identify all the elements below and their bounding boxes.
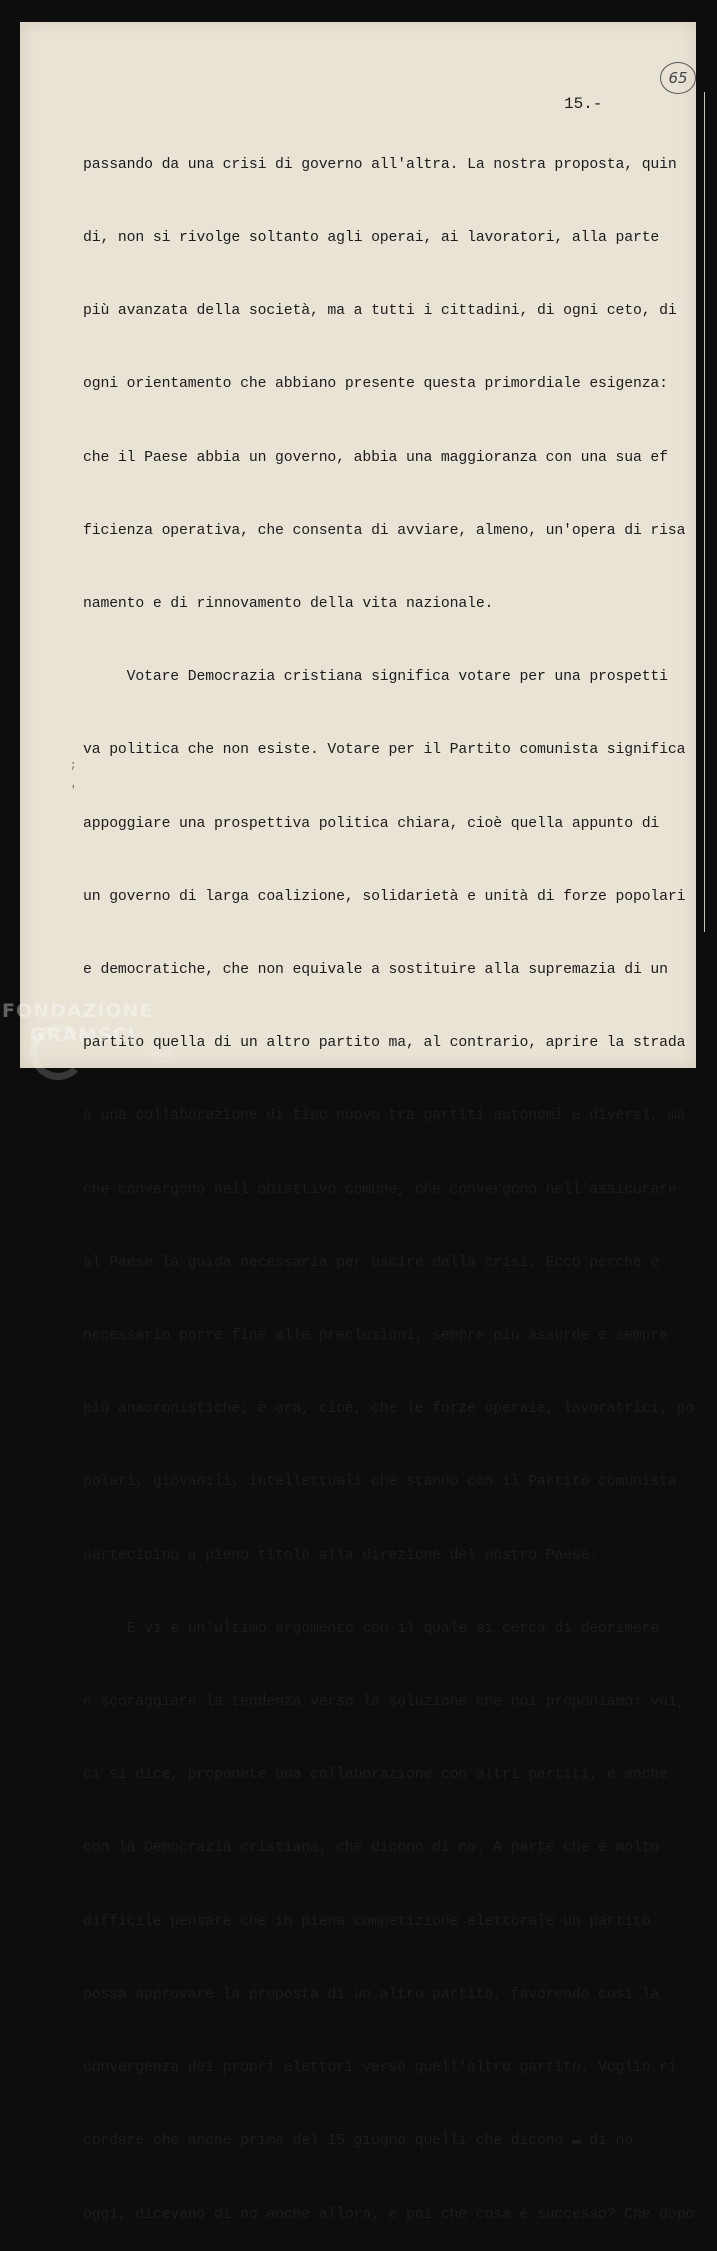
text-line: che il Paese abbia un governo, abbia una maggioranza con una sua ef — [83, 449, 668, 466]
text-line: necessario porre fine alle preclusioni, sempre più assurde e sempre — [83, 1328, 668, 1345]
text-line: a una collaborazione di tipo nuovo tra partiti autonomi e diversi, ma — [83, 1108, 686, 1125]
text-line: e scoraggiare la tendenza verso la soluzione che noi proponiamo: voi, — [83, 1694, 686, 1711]
text-line: difficile pensare che in piena competizione elettorale un partito — [83, 1913, 651, 1930]
text-line: al Paese la guida necessaria per uscire dalla crisi. Ecco perchè è — [83, 1254, 660, 1271]
logo-line-2: GRAMSCI — [30, 1024, 136, 1046]
text-line: Votare Democrazia cristiana significa votare per una prospetti — [83, 669, 668, 686]
text-line: partecipino a pieno titolo alla direzione del nostro Paese. — [83, 1547, 599, 1564]
margin-mark: ' — [70, 785, 77, 797]
text-line: oggi, dicevano di no anche allora, e poi che cosa è successo? Che dopo — [83, 2206, 695, 2223]
text-line: più avanzata della società, ma a tutti i cittadini, di ogni ceto, di — [83, 303, 677, 320]
text-line: che convergono nell'obiettivo comune, che convergono nell'assicurare — [83, 1181, 677, 1198]
text-line: possa approvare la proposta di un altro partito, favorendo così la — [83, 1986, 660, 2003]
margin-mark: ; — [70, 760, 77, 772]
text-line: E vi è un'ultimo argomento con il quale si cerca di deprimere — [83, 1620, 660, 1637]
text-line: cordare che anche prima del 15 giugno quelli che dicono ▬ di no — [83, 2133, 633, 2150]
text-line: un governo di larga coalizione, solidarietà e unità di forze popolari — [83, 888, 686, 905]
text-line: va politica che non esiste. Votare per il Partito comunista significa — [83, 742, 686, 759]
folio-stamp: 65 — [660, 62, 696, 94]
logo-line-3: onlus — [148, 1050, 173, 1060]
text-line: passando da una crisi di governo all'altra. La nostra proposta, quin — [83, 156, 677, 173]
text-line: più anacronistiche; è ora, cioè, che le forze operaie, lavoratrici, po — [83, 1401, 695, 1418]
page-number: 15.- — [564, 95, 603, 113]
text-line: con la Democrazia cristiana, che dicono di no. A parte che è molto — [83, 1840, 660, 1857]
text-line: ficienza operativa, che consenta di avviare, almeno, un'opera di risa — [83, 522, 686, 539]
text-line: partito quella di un altro partito ma, al contrario, aprire la strada — [83, 1035, 686, 1052]
text-line: ogni orientamento che abbiano presente questa primordiale esigenza: — [83, 376, 668, 393]
logo-line-1: FONDAZIONE — [2, 1000, 154, 1022]
text-line: polari, giovanili, intellettuali che stanno con il Partito comunista — [83, 1474, 677, 1491]
text-line: di, non si rivolge soltanto agli operai, ai lavoratori, alla parte — [83, 230, 660, 247]
text-line: namento e di rinnovamento della vita nazionale. — [83, 596, 494, 613]
text-line: convergenza dei propri elettori verso quell'altro partito. Voglio ri — [83, 2060, 677, 2077]
logo-ring-icon — [30, 1024, 86, 1080]
page-edge-line — [704, 92, 705, 932]
typed-text-body — [83, 104, 695, 2251]
fondazione-gramsci-logo — [2, 1000, 173, 1060]
text-line: appoggiare una prospettiva politica chiara, cioè quella appunto di — [83, 815, 660, 832]
text-line: e democratiche, che non equivale a sostituire alla supremazia di un — [83, 962, 668, 979]
text-line: ci si dice, proponete una collaborazione con altri partiti, e anche — [83, 1767, 668, 1784]
